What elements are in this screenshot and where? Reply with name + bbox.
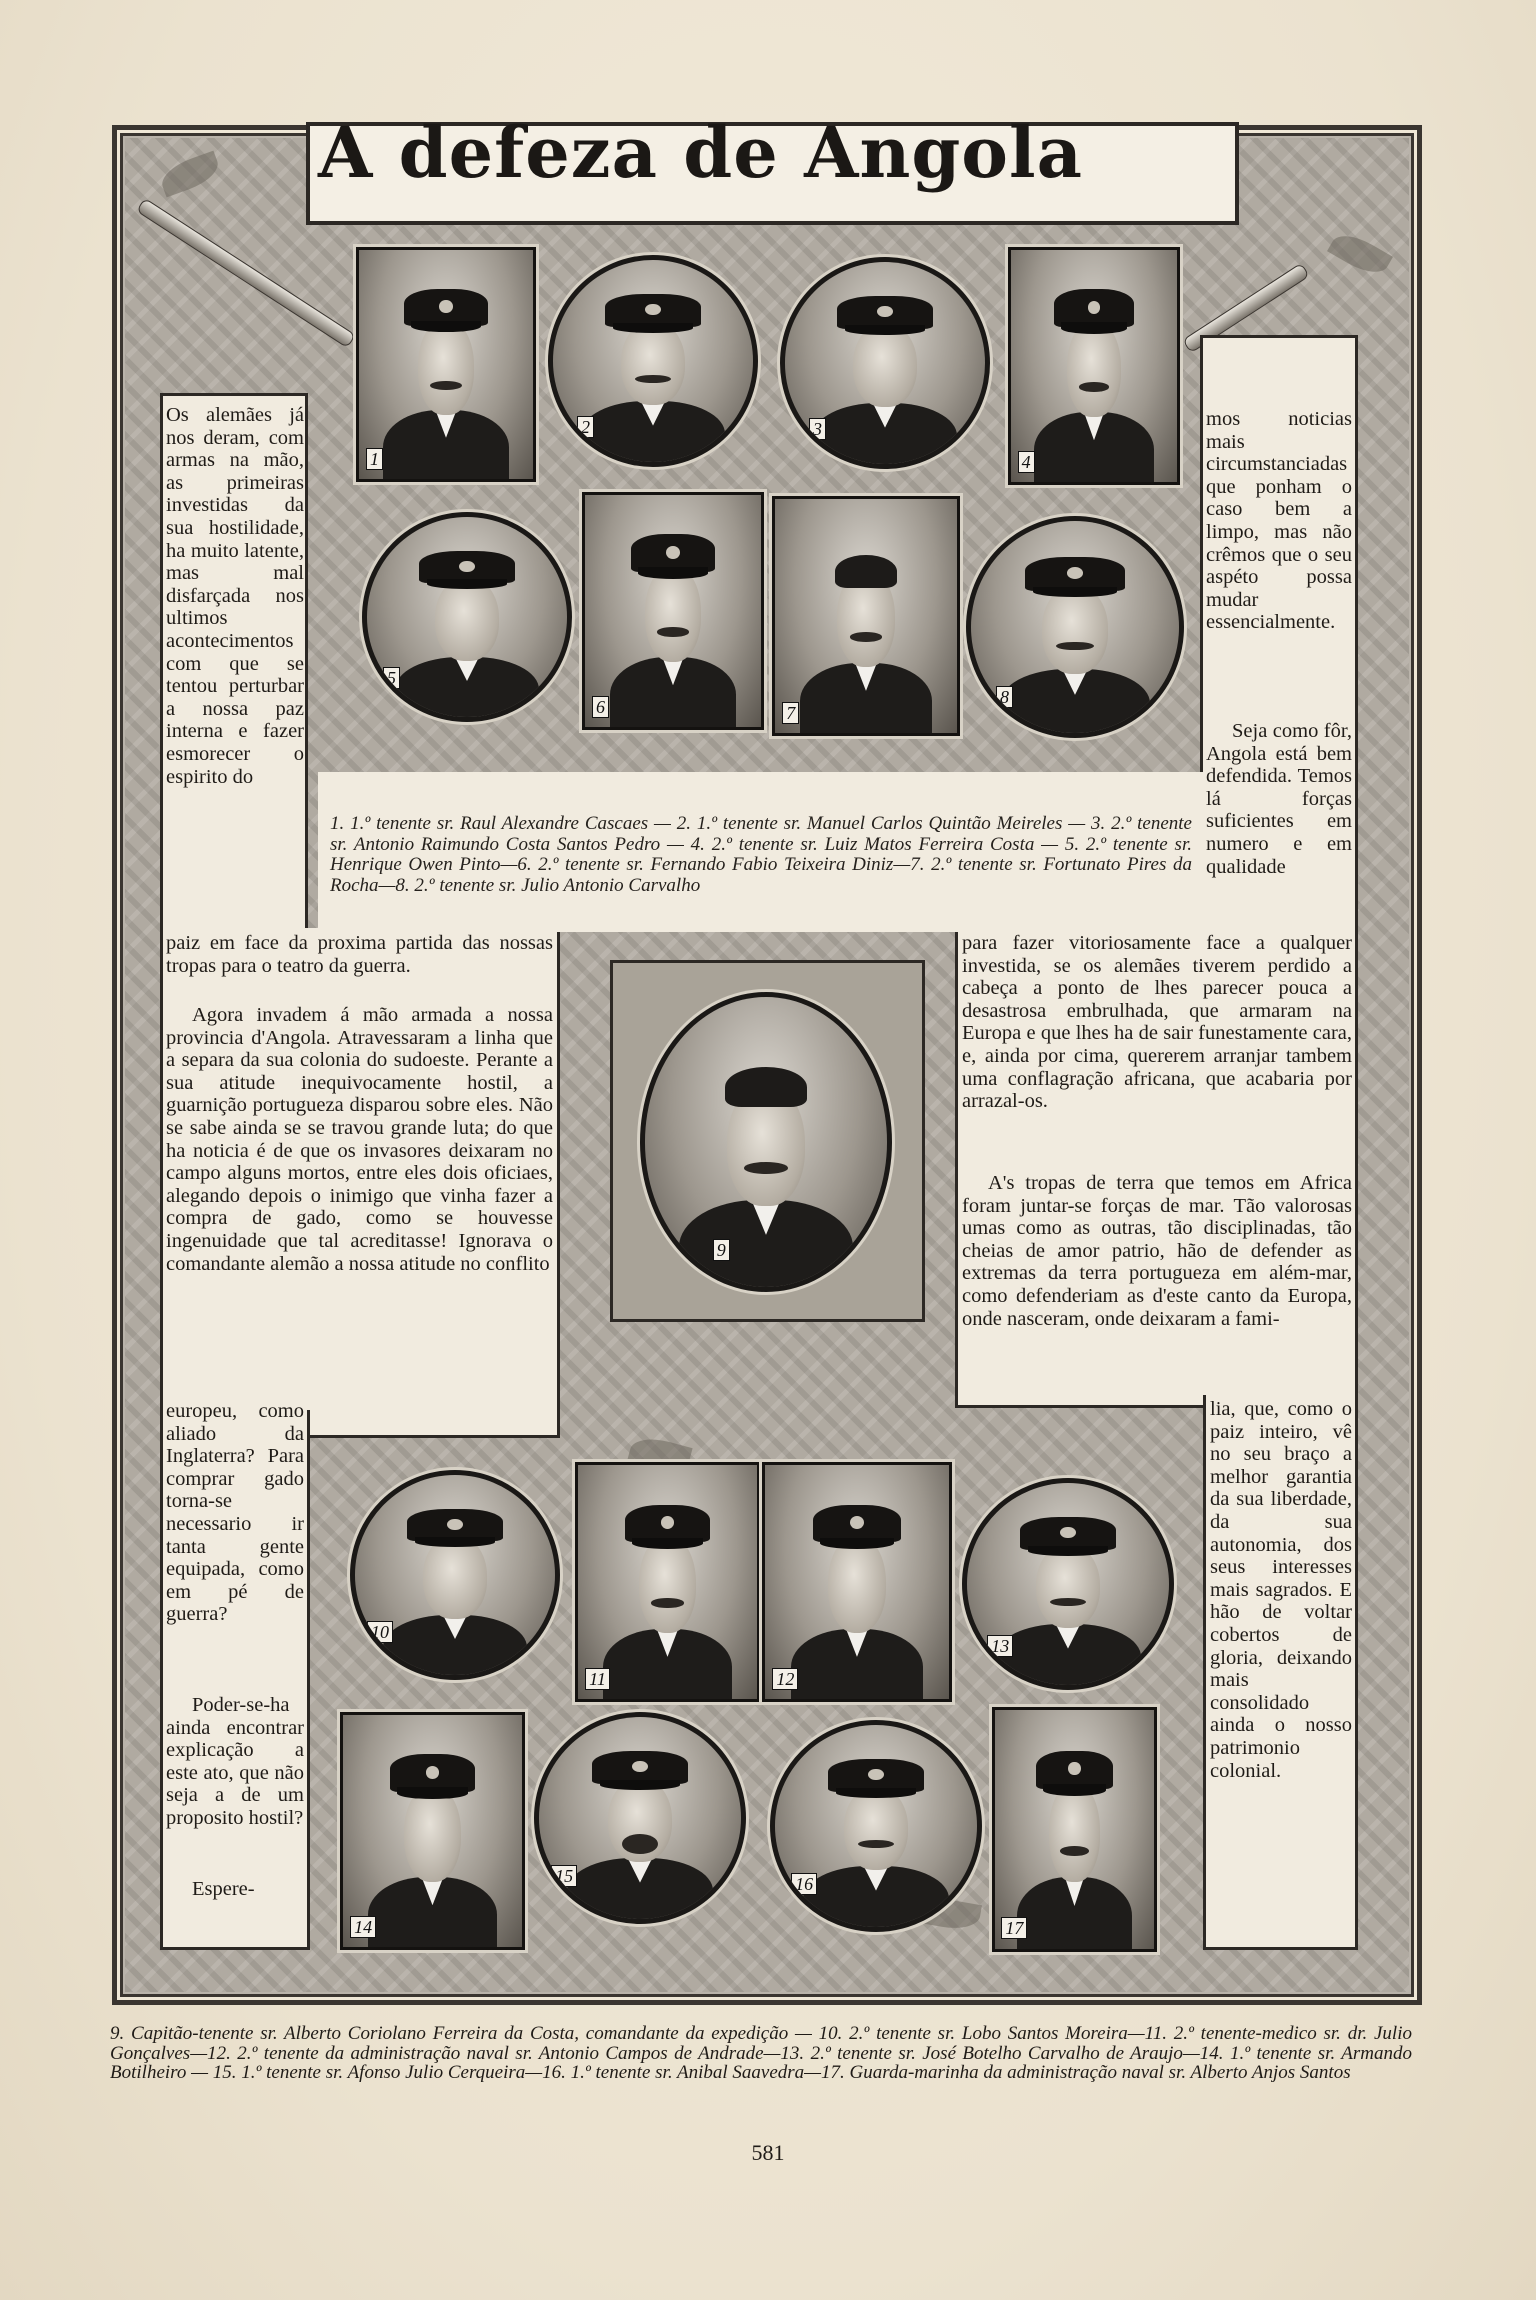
page-title: A defeza de Angola [318,111,1083,194]
portrait [350,1470,560,1680]
portrait [534,1712,746,1924]
portrait-number: 7 [782,702,799,724]
portrait [548,255,758,467]
portrait-number: 13 [987,1635,1013,1657]
portrait-number: 1 [366,448,383,470]
body-right-wide-2: A's tropas de terra que temos em Africa foram juntar-se forças de mar. Tão valorosas umas como as outras, tão disciplinadas, tão cheias de amor patrio, hão de defender as extremas da terra portugueza em além-mar, como defenderiam as d'este canto da Europa, onde nasceram, onde deixaram a fami- [962,1172,1352,1330]
portrait-number: 10 [367,1621,393,1643]
portrait [340,1712,525,1950]
body-left-wide-2: Agora invadem á mão armada a nossa provincia d'Angola. Atravessaram a linha que a separa da sua colonia do sudoeste. Perante a sua atitude inequivocamente hostil, a guarnição portugueza disparou sobre eles. Não se sabe ainda se se travou grande luta; do que ha noticia é de que os invasores deixaram no campo alguns mortos, entre eles dois oficiaes, alegando depois o inimigo que vinha fazer a compra de gado, como se houvesse ingenuidade que tal acreditasse! Ignorava o comandante alemão a nossa atitude no conflito [166,1004,553,1275]
body-left-lower-2: Poder-se-ha ainda encontrar explicação a este ato, que não seja a de um proposito hostil? [166,1694,304,1829]
body-right-wide-1: para fazer vitoriosamente face a qualquer investida, se os alemães tiverem perdido a cabeça a ponto de lhes parecer pouca a desastrosa embrulhada, que armaram na Europa e que lhes ha de sair funestamente cara, e, ainda por cima, quererem arranjar tambem uma conflagração africana, que acabaria por arrazal-os. [962,932,1352,1113]
portrait [966,516,1184,738]
body-left-lower: europeu, como aliado da Inglaterra? Para comprar gado torna-se necessario ir tanta gente equipada, como em pé de guerra? [166,1400,304,1626]
portrait-number: 12 [772,1668,798,1690]
portrait-number: 14 [350,1916,376,1938]
body-left-column: Os alemães já nos deram, com armas na mão, as primeiras investidas da sua hostilidade, ha muito latente, mas mal disfarçada nos ultimos acontecimentos com que se tentou perturbar a nossa paz interna e fazer esmorecer o espirito do [166,404,304,788]
portrait [356,247,536,482]
portrait [762,1462,952,1702]
top-portraits-caption: 1. 1.º tenente sr. Raul Alexandre Cascaes — 2. 1.º tenente sr. Manuel Carlos Quintão Meireles — 3. 2.º tenente sr. Antonio Raimundo Costa Santos Pedro — 4. 2.º tenente sr. Luiz Matos Ferreira Costa — 5. 2.º tenente sr. Henrique Owen Pinto—6. 2.º tenente sr. Fernando Fabio Teixeira Diniz—7. 2.º tenente sr. Fortunato Pires da Rocha—8. 2.º tenente sr. Julio Antonio Carvalho [330,813,1192,896]
portrait-number: 6 [592,696,609,718]
portrait [780,257,990,469]
portrait [362,512,572,722]
body-left-wide-1: paiz em face da proxima partida das nossas tropas para o teatro da guerra. [166,932,553,977]
portrait [1008,247,1180,485]
portrait-number: 8 [996,686,1013,708]
portrait-number: 5 [383,667,400,689]
bottom-portraits-caption: 9. Capitão-tenente sr. Alberto Coriolano Ferreira da Costa, comandante da expedição — 10. 2.º tenente sr. Lobo Santos Moreira—11. 2.º tenente-medico sr. dr. Julio Gonçalves—12. 2.º tenente da administração naval sr. Antonio Campos de Andrade—13. 2.º tenente sr. José Botelho Carvalho de Araujo—14. 1.º tenente sr. Armando Botilheiro — 15. 1.º tenente sr. Afonso Julio Cerqueira—16. 1.º tenente sr. Anibal Saavedra—17. Guarda-marinha da administração naval sr. Alberto Anjos Santos [110,2023,1412,2084]
portrait-number: 2 [577,416,594,438]
portrait [962,1478,1174,1690]
body-right-lower: lia, que, como o paiz inteiro, vê no seu braço a melhor garantia da sua liberdade, da sua autonomia, dos seus interesses mais sagrados. E hão de voltar cobertos de gloria, deixando mais consolidado ainda o nosso patrimonio colonial. [1210,1398,1352,1782]
portrait-number: 16 [791,1873,817,1895]
body-left-lower-3: Espere- [192,1878,255,1900]
portrait [770,1720,982,1932]
portrait [640,992,892,1292]
portrait [575,1462,760,1702]
portrait-number: 11 [585,1668,610,1690]
portrait-number: 17 [1001,1917,1027,1939]
portrait-number: 3 [809,418,826,440]
portrait [992,1707,1157,1952]
portrait-number: 4 [1018,451,1035,473]
portrait [772,496,960,736]
portrait [582,492,764,730]
page-number: 581 [751,2140,785,2165]
body-right-column: mos noticias mais circumstanciadas que ponham o caso bem a limpo, mas não crêmos que o seu aspéto possa mudar essencialmente. [1206,408,1352,634]
portrait-number: 9 [713,1239,730,1261]
body-right-column-2: Seja como fôr, Angola está bem defendida. Temos lá forças suficientes em numero e em qualidade [1206,720,1352,878]
portrait-number: 15 [551,1865,577,1887]
